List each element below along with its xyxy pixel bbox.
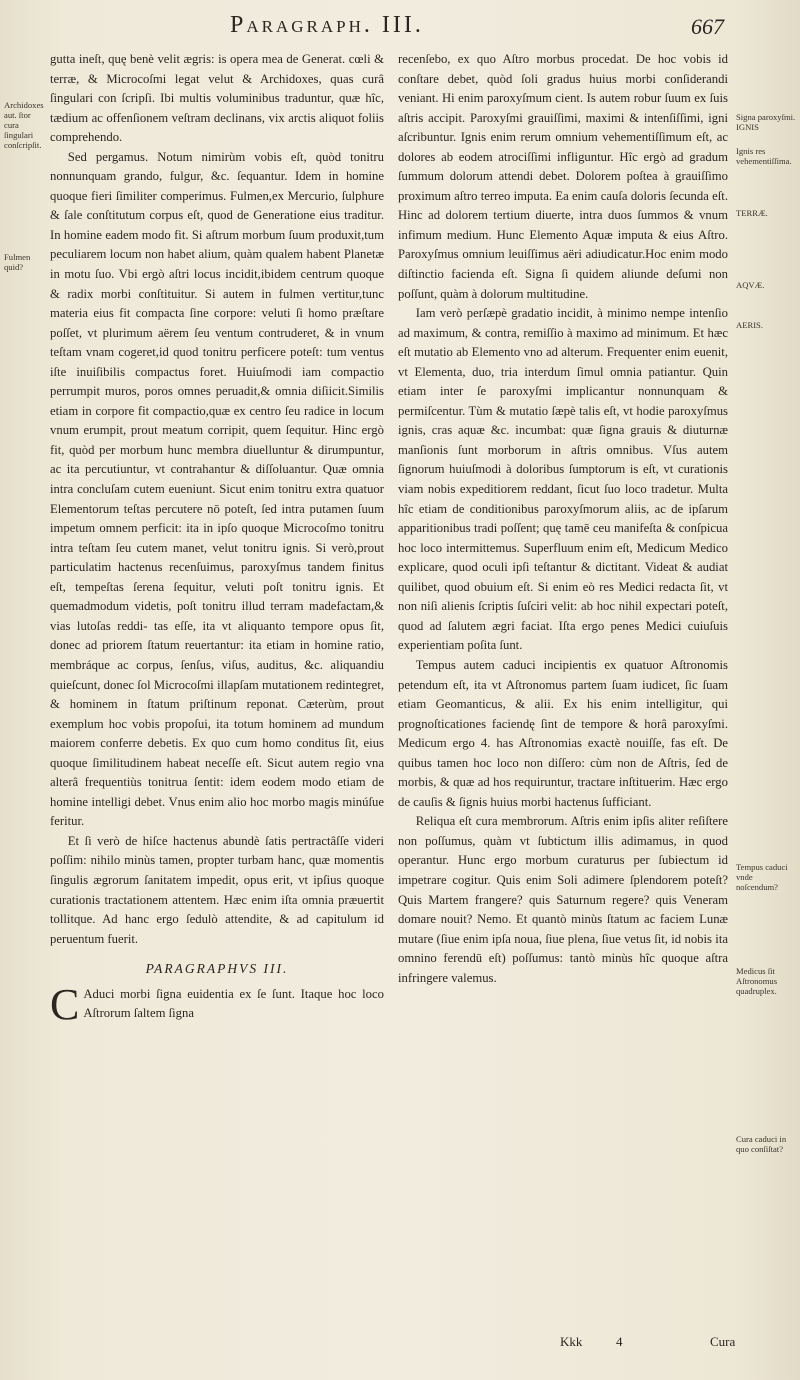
left-paragraph-3: Et ſi verò de hiſce hactenus abundè ſatis pertractâſſe videri poſſim: nihilo minùs tamen, propter turbam hanc, quæ momentis ſingulis ægrorum ſanitatem impedit, opus erit, vt ipſius quoque curationis tractationem attentem. Hæc enim iſta omnia præuertit tollitque. Ad hanc ergo ſedulò attendite, & ad capitulum id peruentum fuerit. <box>50 833 384 946</box>
margin-note-right-terrae: TERRÆ. <box>736 208 768 218</box>
margin-note-right-signa: Signa paroxyſmi. IGNIS <box>736 112 796 132</box>
right-paragraph-3: Tempus autem caduci incipientis ex quatuor Aſtronomis petendum eſt, ita vt Aſtronomus partem ſuam iudicet, ſic ſuam etiam Geomanticus, & alii. Ex his enim intelligitur, qui prognoſticationes faciendę ſint de tempore & horâ paroxyſmi. Medicum ergo 4. has Aſtronomias exactè nouiſſe, fas eſt. De quibus tamen hoc loco non diſſero: cùm non de Aſtris, ſed de morbis, & quæ ad hos requiruntur, tractare inſtituerim. Hæc ergo de cauſis & ſignis huius morbi hactenus ſufficiant. <box>398 657 728 809</box>
margin-note-right-tempus: Tempus caduci vnde noſcendum? <box>736 862 788 892</box>
page-number: 667 <box>691 14 724 39</box>
catchword: Cura <box>710 1334 736 1349</box>
right-paragraph-2: Iam verò perſæpè gradatio incidit, à minimo nempe intenſio ad maximum, & contra, remiſſio à maximo ad minimum. Et hæc eſt mutatio ab Elemento vno ad alterum. Frequenter enim euenit, vt Elementa, duo, tria interdum ſimul omnia patiantur. Quin etiam inter ſe paroxyſmi implicantur nonnunquam & permiſcentur. Tùm & mutatio ſæpè talis eſt, vt hodie paroxyſmus ignis, cras aquæ &c. incumbat: quæ ſigna grauis & diuturnæ manſionis ſunt morborum in aſtris omnibus. Vſus autem ſignorum huiuſmodi à doloribus ſumptorum is eſt, vt curationis viam nobis expeditiorem reddant, ſicut ſuo loco tradetur. Multa hîc etiam de conditionibus paroxyſmorum aliis, ac de ipſarum apparitionibus tradi poſſent; quę tamē ceu manifeſta & conſpicua hoc loco intermittemus. Superfluum enim eſt, Medicum Medico explicare, quod oculi ipſi teſtantur & dictitant. Videat & audiat quilibet, quod obuium eſt. Si enim eò res Medici redacta ſit, vt non niſi alienis ſcriptis ſuſciri velit: ab hoc nihil expectari poteſt, quod ad ſalutem ægri faciat. Iſta ergo penes Medici cuiuſuis experientiam poſita ſunt. <box>398 306 728 653</box>
section-first-text: Aduci morbi ſigna euidentia ex ſe ſunt. Itaque hoc loco Aſtrorum ſaltem ſigna <box>83 986 384 1021</box>
signature-number: 4 <box>616 1334 623 1349</box>
right-paragraph-1: recenſebo, ex quo Aſtro morbus procedat. De hoc vobis id conſtare debet, quòd ſoli gradus huius morbi conſiderandi veniant. Hi enim paroxyſmum cient. Is autem robur ſuum ex ſuis aſtris accipit. Paroxyſmi grauiſſimi, maximi & intenſiſſimi, igni aſcribuntur. Ignis enim rerum omnium vehementiſſimum eſt, ac dolores ab eodem atrociſſimi infliguntur. Hîc ergò ad gradum ſummum dolorum attendi debet. Dolorem poſtea à grauiſſimo proximum aſtro terreo imputa. Ea enim cauſa doloris ſecunda eſt. Hinc ad dolorem tertium diuerte, intra duos ſummos & vnum infimum medium. Hunc Elemento Aquæ imputa & eius Aſtro. Paroxyſmus omnium leuiſſimus aëri adiudicatur.Hoc enim modo diſtinctio facienda eſt. Signa ſi quidem aliunde deſumi non poſſunt, quàm à dolorum multitudine. <box>398 52 728 301</box>
margin-note-left-fulmen: Fulmen quid? <box>4 252 31 272</box>
margin-note-left-archidoxes: Archidoxes aut. ſtor cura ſingulari conſcripſit. <box>4 100 44 150</box>
margin-note-right-aeris: AERIS. <box>736 320 763 330</box>
right-paragraph-4: Reliqua eſt cura membrorum. Aſtris enim ipſis aliter reſiſtere non poſſumus, quàm vt ſubtictum illis adimamus, in quod operantur. Hunc ergo morbum curaturus per ſubiectum id impetrare cogitur. Quis enim Soli adimere ſplendorem poteſt? Quis Martem frangere? quis Saturnum regere? quis Veneram domare nouit? Nemo. Et quantò minùs ſtatum ac faciem Lunæ mutare (ſiue enim ipſa noua, ſiue plena, ſiue vetus ſit, id nobis ita omnino ferendū eſt) poſſumus: tantò minùs hîc quoque aſtra infringere valemus. <box>398 814 728 985</box>
dropcap-letter: C <box>50 979 80 1029</box>
margin-note-right-ignis: Ignis res vehementiſſima. <box>736 146 792 166</box>
margin-note-right-cura: Cura caduci in quo conſiſtat? <box>736 1134 787 1154</box>
section-first-paragraph <box>50 979 384 1029</box>
running-title: Paragraph. III. <box>230 12 424 38</box>
signature-mark: Kkk <box>560 1334 583 1349</box>
page-footer <box>560 1334 760 1356</box>
margin-note-right-medicus: Medicus ſit Aſtronomus quadruplex. <box>736 966 778 996</box>
left-paragraph-1: gutta ineſt, quę benè velit ægris: is opera mea de Generat. cœli & terræ, & Microcoſmi legat velut & Archidoxes, quas curâ ſingulari con ſcripſi. Ibi multis voluminibus traduntur, quæ hîc, tædium ac offenſionem veſtram declinans, vix arctis aliquot foliis comprehendo. <box>50 52 384 145</box>
section-heading: PARAGRAPHVS III. <box>145 961 289 977</box>
left-column <box>50 50 384 1029</box>
running-header <box>0 12 800 44</box>
margin-note-right-aquae: AQVÆ. <box>736 280 765 290</box>
left-paragraph-2: Sed pergamus. Notum nimirùm vobis eſt, quòd tonitru nonnunquam grando, fulgur, &c. ſequantur. Idem in homine quoque fieri ſimiliter comperimus. Fulmen,ex Mercurio, ſulphure & ſale conſtitutum corpus eſt, quod de Generatione eius traditur. In homine eadem modo fit. Si aſtrum morbum ſuum produxit,tum peculiarem locum non habet alium, quàm qualem habent Planetæ in motu ſuo. Vbi ergò aſtri locus incidit,ibidem centrum quoque & radix morbi conſtituitur. Si autem in fulmen vertitur,tunc materia eius fit compacta ſine corpore: veluti ſi homo præſtare poſſet, vt plurimum aërem ſeu ventum contruderet, & in vnum teſtam vnam cogeret,id quod tonitru perficere poteſt: tum ventus iſte inuiſibilis compactus foret. Huiuſmodi iam compactio perrumpit muros, poros omnes peruadit,& omnia diſiicit.Similis etiam in corpore fit compactio,quæ ex centro ſeu radice in locum vnum erumpit, prout meatum corripit, quem ſequitur. Hinc ergò fit, quòd per morbum hunc membra diuelluntur & dirumpuntur, ac ita percutiuntur, vt contrahantur & diſſoluantur. Quæ omnia intra concluſam cutem eueniunt. Sicut enim tonitru extra quatuor Elementorum teſtas percutere nō poteſt, ſed intra putamen ſuum impetum omnem perficit: ita in ipſo quoque Microcoſmo tonitru intra teſtam ſeu cutem manet, velut tonitru ignis. Si verò,prout particulatim hactenus recenſuimus, paroxyſmus tandem finitus eſt, tempeſtas ſerena ſequitur, veluti poſt tonitru ignis. Et quemadmodum videtis, poſt tonitru illud terram madefactam,& vias lutoſas reddi- tas eſſe, ita vt aliquanto tempore opus ſit, donec ad priorem ſtatum reuertantur: ita etiam in homine ratio, membráque ac corpus, ſenſus, viſus, auditus, &c. aliquandiu quieſcunt, donec ſol Microcoſmi illapſam mutationem redintegret, & hominem in ſtatum priſtinum reponat. Cæterùm, prout exemplum hoc vobis propoſui, ita totum hominem ad mundum maiorem conferre debetis. Ex quo cum homo conditus ſit, eius quoque ſimilitudinem habeat neceſſe eſt. Sicut autem regio vna alterâ frequentiùs tonitrua ſentit: idem eodem modo etiam de homine intelligi debet. Vnus enim alio hoc morbo magis minúſue feritur. <box>50 149 384 829</box>
right-column <box>398 50 728 988</box>
